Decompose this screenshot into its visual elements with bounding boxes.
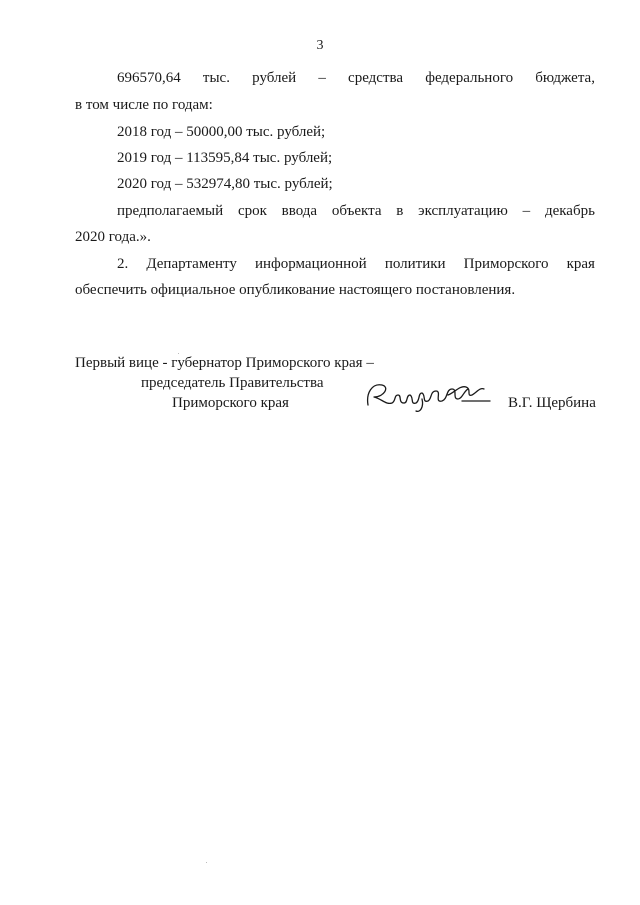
commissioning-line <box>117 203 595 220</box>
item2-continuation: обеспечить официальное опубликование настоящего постановления. <box>75 282 516 298</box>
commissioning-word: – <box>522 203 531 219</box>
federal-budget-line <box>117 70 595 87</box>
signatory-title-line2: председатель Правительства <box>141 375 324 391</box>
signatory-title-line1: Первый вице - губернатор Приморского края – <box>75 355 374 371</box>
signatory-title-line3: Приморского края <box>172 395 289 411</box>
budget-source-word: средства <box>348 70 404 86</box>
item2-word: Приморского <box>463 256 549 272</box>
signatory-name: В.Г. Щербина <box>508 395 596 411</box>
commissioning-word: предполагаемый <box>117 203 224 219</box>
item2-word: Департаменту <box>146 256 237 272</box>
item2-line <box>117 256 595 273</box>
scan-speck <box>178 353 179 354</box>
budget-amount: 696570,64 <box>117 70 181 86</box>
handwritten-signature <box>362 375 492 415</box>
year-line-2020: 2020 год – 532974,80 тыс. рублей; <box>117 176 333 192</box>
item2-word: края <box>566 256 595 272</box>
commissioning-word: ввода <box>281 203 318 219</box>
page-number: 3 <box>316 38 324 53</box>
commissioning-word: объекта <box>331 203 382 219</box>
commissioning-word: в <box>396 203 404 219</box>
budget-source-word: федерального <box>425 70 514 86</box>
commissioning-word: декабрь <box>544 203 595 219</box>
item2-word: 2. <box>117 256 129 272</box>
commissioning-word: срок <box>237 203 267 219</box>
budget-source-word: бюджета, <box>535 70 595 86</box>
item2-word: политики <box>384 256 446 272</box>
scan-speck <box>206 862 207 863</box>
year-line-2018: 2018 год – 50000,00 тыс. рублей; <box>117 124 326 140</box>
budget-continuation: в том числе по годам: <box>75 97 213 113</box>
budget-dash: – <box>318 70 326 86</box>
item2-word: информационной <box>254 256 367 272</box>
commissioning-continuation: 2020 года.». <box>75 229 151 245</box>
year-line-2019: 2019 год – 113595,84 тыс. рублей; <box>117 150 333 166</box>
budget-unit: тыс. <box>202 70 230 86</box>
commissioning-word: эксплуатацию <box>418 203 508 219</box>
budget-currency: рублей <box>252 70 297 86</box>
